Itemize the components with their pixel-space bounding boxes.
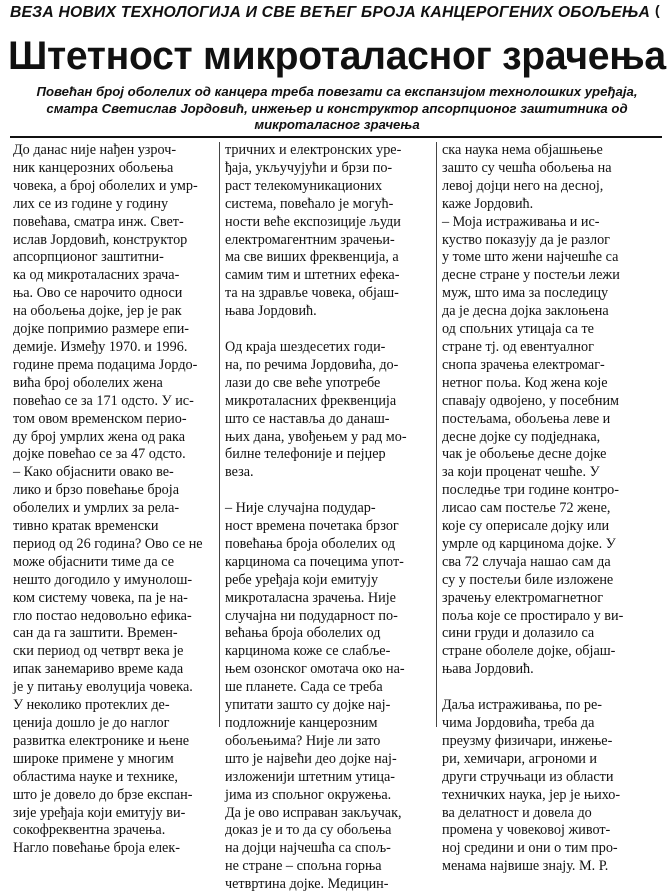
text-line: у томе што жени најчешће са xyxy=(442,249,619,266)
text-line: повећања броја оболелих од xyxy=(225,535,396,552)
text-line: карцинома коже се слабље- xyxy=(225,643,391,660)
text-line: ној средини и они о тим про- xyxy=(442,840,618,857)
text-line: поља које се простирало у ви- xyxy=(442,607,624,624)
text-line: ност времена почетака брзог xyxy=(225,518,399,535)
text-line: повећао се за 171 одсто. У ис- xyxy=(13,392,194,409)
text-line: лих се из године у годину xyxy=(13,195,169,212)
text-line: раст телекомуникационих xyxy=(225,177,383,194)
text-line: – Како објаснити овако ве- xyxy=(13,464,174,481)
text-line: ипак занемариво време када xyxy=(13,661,184,678)
text-line: њем озонског омотача око на- xyxy=(225,661,405,678)
text-line: лази до све веће употребе xyxy=(225,374,381,391)
text-line: сини груди и долазило са xyxy=(442,625,595,642)
text-line: куство показују да је разлог xyxy=(442,231,611,248)
text-line: ма све виших фреквенција, а xyxy=(225,249,399,266)
text-line: електромагентним зрачењи- xyxy=(225,231,395,248)
text-line: снопа зрачења електромаг- xyxy=(442,356,605,373)
text-line: што је највећи део дојке нај- xyxy=(225,750,397,767)
text-line: за који проценат чешће. У xyxy=(442,464,600,481)
article-headline: Штетност микроталасног зрачења xyxy=(8,34,666,78)
text-line: областима науке и технике, xyxy=(13,768,178,785)
text-line: веза. xyxy=(225,464,254,481)
text-line: не стране – спољна горња xyxy=(225,858,382,875)
text-line: До данас није нађен узроч- xyxy=(13,142,177,158)
text-line: на обољења дојке, јер је рак xyxy=(13,303,182,320)
text-line xyxy=(225,321,428,339)
text-line: карцинома са почецима упот- xyxy=(225,553,404,570)
text-line: менама највише знају. М. Р. xyxy=(442,858,609,875)
text-line: су у постељи биле изложене xyxy=(442,571,614,588)
text-line: ска наука нема објашњење xyxy=(442,142,603,158)
text-line: демије. Између 1970. и 1996. xyxy=(13,338,188,355)
text-line: ка од микроталасних зрача- xyxy=(13,267,180,284)
text-line: каже Јордовић. xyxy=(442,195,534,212)
text-line: последње три године контро- xyxy=(442,482,619,499)
text-line: зије уређаја који емитују ви- xyxy=(13,804,186,821)
text-line: ислав Јордовић, конструктор xyxy=(13,231,188,248)
text-line: је у питању еволуција човека. xyxy=(13,679,193,696)
text-line: лисао сам постеље 72 жене, xyxy=(442,500,611,517)
text-line: самим тим и штетних ефека- xyxy=(225,267,400,284)
text-line: други стручњаци из области xyxy=(442,768,614,785)
header-rule xyxy=(10,136,662,138)
text-line: Да је ово исправан закључак, xyxy=(225,804,402,821)
text-line: стране тј. од евентуалног xyxy=(442,338,594,355)
text-line: Даља истраживања, по ре- xyxy=(442,697,602,714)
column-divider xyxy=(436,142,437,727)
text-line: човека, а број оболелих и умр- xyxy=(13,177,198,194)
text-line: тивно кратак временски xyxy=(13,518,159,535)
text-line: што се наставља до данаш- xyxy=(225,410,390,427)
text-line: четвртина дојке. Медицин- xyxy=(225,876,389,893)
text-column-2 xyxy=(225,142,428,894)
text-line: сокофреквентна зрачења. xyxy=(13,822,166,839)
text-column-3 xyxy=(442,142,664,876)
text-line: система, повећало је могућ- xyxy=(225,195,394,212)
text-line: њава Јордовић. xyxy=(442,661,534,678)
text-line: билне телефоније и пејџер xyxy=(225,446,386,463)
text-line: ребе уређаја који емитују xyxy=(225,571,379,588)
text-line: сва 72 случаја нашао сам да xyxy=(442,553,611,570)
text-line: ски период од четврт века је xyxy=(13,643,184,660)
text-line: зашто су чешћа обољења на xyxy=(442,159,612,176)
text-line: године према подацима Јордо- xyxy=(13,356,198,373)
text-line: том овом временском перио- xyxy=(13,410,187,427)
text-line: што је довело до брзе експан- xyxy=(13,786,193,803)
text-line: умрле од карцинома дојке. У xyxy=(442,535,616,552)
text-line: микроталасна зрачења. Није xyxy=(225,589,396,606)
text-line: које су оперисале дојку или xyxy=(442,518,610,535)
text-line: нешто догодило у имунолош- xyxy=(13,571,193,588)
text-line: да је десна дојка заклоњена xyxy=(442,303,609,320)
text-line: њава Јордовић. xyxy=(225,303,317,320)
text-line: ри, хемичари, агрономи и xyxy=(442,750,598,767)
text-line: ду број умрлих жена од рака xyxy=(13,428,186,445)
text-line xyxy=(225,482,428,500)
text-line: чима Јордовића, треба да xyxy=(442,715,595,731)
text-line: подложније канцерозним xyxy=(225,715,378,731)
text-line: вића број оболелих жена xyxy=(13,374,163,391)
text-line: на, по речима Јордовића, до- xyxy=(225,356,399,373)
text-line: период од 26 година? Ово се не xyxy=(13,535,203,552)
text-line: ва делатност и довела до xyxy=(442,804,592,821)
text-line: ња. Ово се нарочито односи xyxy=(13,285,183,302)
text-line: развитка електронике и њене xyxy=(13,732,190,749)
text-line: чак је обољење десне дојке xyxy=(442,446,607,463)
text-line: микроталасних фреквенција xyxy=(225,392,397,409)
text-line: ности веће експозиције људи xyxy=(225,213,401,230)
column-divider xyxy=(219,142,220,727)
text-line: У неколико протеклих де- xyxy=(13,697,170,714)
text-line: јима из спољног окружења. xyxy=(225,786,392,803)
article-deck: Повећан број оболелих од канцера треба повезати са експанзијом технолошких уређаја, сматра Светислав Јордовић, инжењер и конструктор апсорпционог заштитника од микроталасног зрачења xyxy=(36,84,638,132)
text-line: тричних и електронских уре- xyxy=(225,142,402,158)
text-line: може објаснити тиме да се xyxy=(13,553,174,570)
text-line: та на здравље човека, објаш- xyxy=(225,285,399,302)
text-line: левој дојци него на десној, xyxy=(442,177,604,194)
text-line: техничких наука, јер је њихо- xyxy=(442,786,621,803)
text-line: десне стране у постељи лежи xyxy=(442,267,620,284)
text-line: од спољних утицаја са те xyxy=(442,321,594,338)
text-line: већања броја оболелих од xyxy=(225,625,381,642)
text-line: ше планете. Сада се треба xyxy=(225,679,383,696)
text-line: њих дана, увођењем у рад мо- xyxy=(225,428,407,445)
text-line: широке примене у многим xyxy=(13,750,174,767)
text-line: муж, што има за последицу xyxy=(442,285,609,302)
text-line: Од краја шездесетих годи- xyxy=(225,338,386,355)
text-line: нетног поља. Код жена које xyxy=(442,374,608,391)
text-line: постељама, обољења леве и xyxy=(442,410,611,427)
text-line: сан да га заштити. Времен- xyxy=(13,625,178,642)
text-line: дојке попримио размере епи- xyxy=(13,321,190,338)
text-line: ђаја, укључујући и брзи по- xyxy=(225,159,393,176)
text-line: обољењима? Није ли зато xyxy=(225,732,381,749)
text-line: ник канцерозних обољења xyxy=(13,159,174,176)
text-line: доказ је и то да су обољења xyxy=(225,822,392,839)
text-line: гло постао недовољно ефика- xyxy=(13,607,192,624)
text-line: лико и брзо повећање броја xyxy=(13,482,180,499)
text-line: повећава, сматра инж. Свет- xyxy=(13,213,184,230)
text-line: – Моја истраживања и ис- xyxy=(442,213,600,230)
article-kicker: ВЕЗА НОВИХ ТЕХНОЛОГИЈА И СВЕ ВЕЋЕГ БРОЈА КАНЦЕРОГЕНИХ ОБОЉЕЊА xyxy=(10,4,651,21)
text-column-1 xyxy=(13,142,211,858)
text-line: изложенији штетним утица- xyxy=(225,768,396,785)
text-line: на дојци најчешћа са спољ- xyxy=(225,840,391,857)
text-line: стране оболеле дојке, објаш- xyxy=(442,643,616,660)
text-line: ценија дошло је до наглог xyxy=(13,715,170,731)
text-line: – Није случајна подудар- xyxy=(225,500,376,517)
text-line: упитати зашто су дојке нај- xyxy=(225,697,391,714)
corner-mark: ( xyxy=(655,2,660,18)
text-line: преузму физичари, инжење- xyxy=(442,732,613,749)
text-line: дојке повећао се за 47 одсто. xyxy=(13,446,186,463)
text-line: случајна ни подударност по- xyxy=(225,607,398,624)
text-line: спавају одвојено, у посебним xyxy=(442,392,620,409)
text-line: оболелих и умрлих за рела- xyxy=(13,500,180,517)
text-line: зрачењу електромагнетног xyxy=(442,589,604,606)
text-line xyxy=(442,679,664,697)
text-line: апсорпционог заштитни- xyxy=(13,249,164,266)
text-line: ком систему човека, па је на- xyxy=(13,589,188,606)
text-line: Нагло повећање броја елек- xyxy=(13,840,180,857)
text-line: промена у човековој живот- xyxy=(442,822,611,839)
text-line: десне дојке су подједнака, xyxy=(442,428,601,445)
